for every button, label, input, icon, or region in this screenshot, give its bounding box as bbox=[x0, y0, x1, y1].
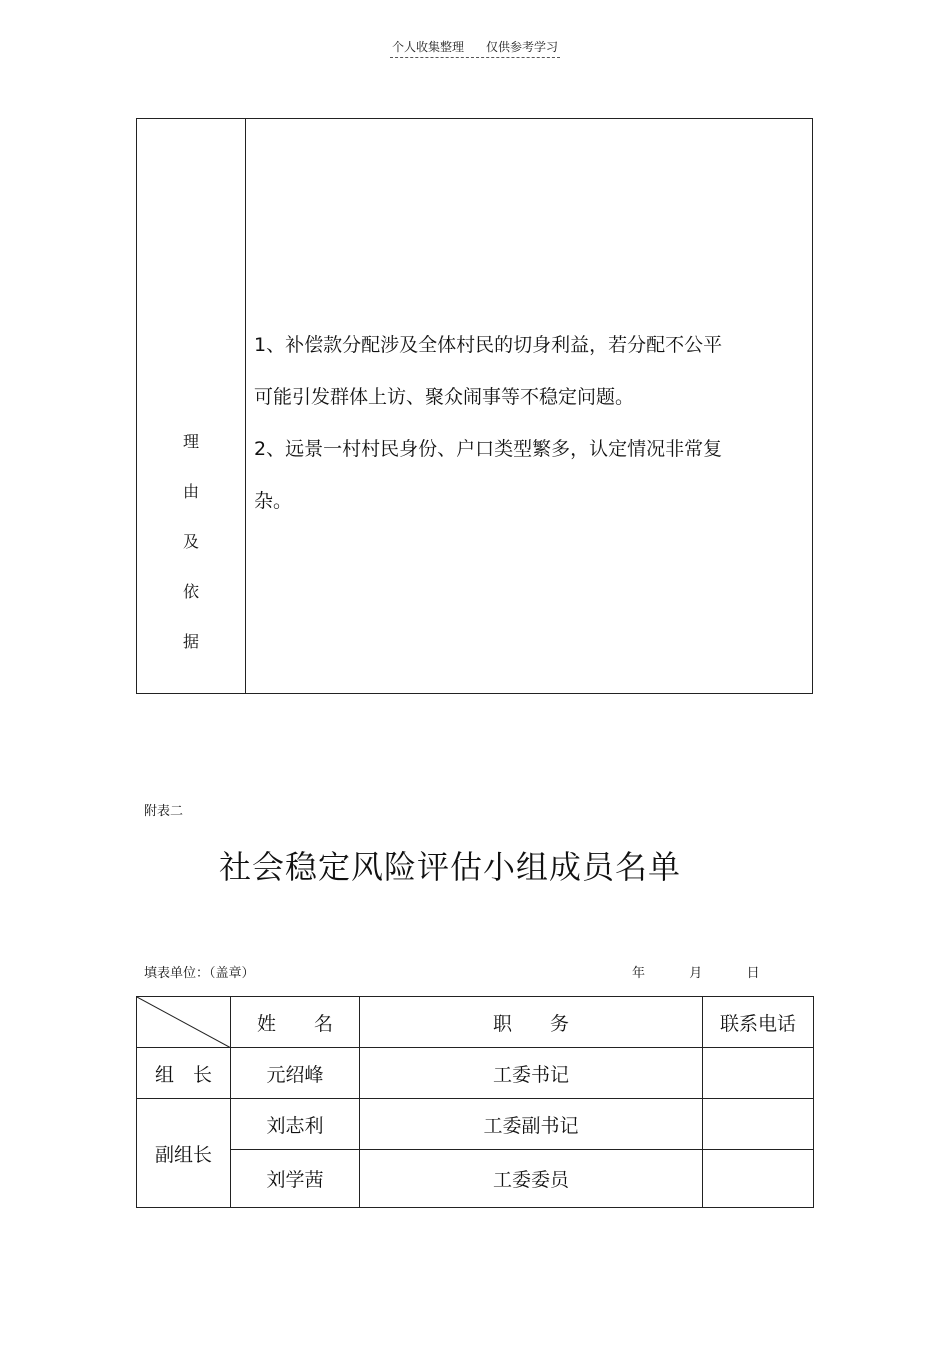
appendix-label: 附表二 bbox=[144, 804, 184, 819]
label-char: 据 bbox=[182, 632, 199, 651]
member-phone bbox=[703, 1048, 814, 1099]
member-position: 工委副书记 bbox=[360, 1099, 703, 1150]
member-position: 工委书记 bbox=[360, 1048, 703, 1099]
date-row bbox=[632, 962, 760, 981]
reason-table bbox=[136, 118, 813, 694]
member-phone bbox=[703, 1150, 814, 1208]
role-deputy: 副组长 bbox=[137, 1099, 231, 1208]
label-char: 及 bbox=[182, 532, 199, 551]
page-title: 社会稳定风险评估小组成员名单 bbox=[218, 848, 681, 886]
member-name: 刘学茜 bbox=[231, 1150, 360, 1208]
member-position: 工委委员 bbox=[360, 1150, 703, 1208]
member-table bbox=[136, 996, 814, 1208]
header-position: 职 务 bbox=[360, 997, 703, 1048]
table-header-row bbox=[137, 997, 814, 1048]
diagonal-line-icon bbox=[137, 997, 231, 1048]
member-name: 刘志利 bbox=[231, 1099, 360, 1150]
diagonal-header-cell bbox=[137, 997, 231, 1048]
role-leader: 组 长 bbox=[137, 1048, 231, 1099]
label-char: 依 bbox=[182, 582, 199, 601]
member-name: 元绍峰 bbox=[231, 1048, 360, 1099]
member-phone bbox=[703, 1099, 814, 1150]
reason-line: 1、补偿款分配涉及全体村民的切身利益，若分配不公平 bbox=[254, 334, 723, 356]
label-char: 理 bbox=[182, 432, 199, 451]
date-year: 年 bbox=[632, 966, 646, 981]
table-row bbox=[137, 1099, 814, 1150]
table-row bbox=[137, 1048, 814, 1099]
table-row bbox=[137, 1150, 814, 1208]
table-divider bbox=[245, 119, 246, 693]
reason-content bbox=[254, 319, 794, 527]
reason-line: 可能引发群体上访、聚众闹事等不稳定问题。 bbox=[254, 386, 635, 408]
page-header bbox=[0, 38, 950, 58]
reason-label bbox=[137, 417, 245, 667]
reason-line: 杂。 bbox=[254, 490, 293, 512]
date-month: 月 bbox=[689, 966, 703, 981]
header-phone: 联系电话 bbox=[703, 997, 814, 1048]
fill-unit-label: 填表单位：（盖章） bbox=[144, 966, 255, 981]
reason-line: 2、远景一村村民身份、户口类型繁多，认定情况非常复 bbox=[254, 438, 723, 460]
header-right-text: 仅供参考学习 bbox=[486, 40, 559, 54]
header-left-text: 个人收集整理 bbox=[391, 40, 464, 54]
header-underline bbox=[390, 38, 560, 58]
date-day: 日 bbox=[746, 966, 760, 981]
header-name: 姓 名 bbox=[231, 997, 360, 1048]
label-char: 由 bbox=[182, 482, 199, 501]
